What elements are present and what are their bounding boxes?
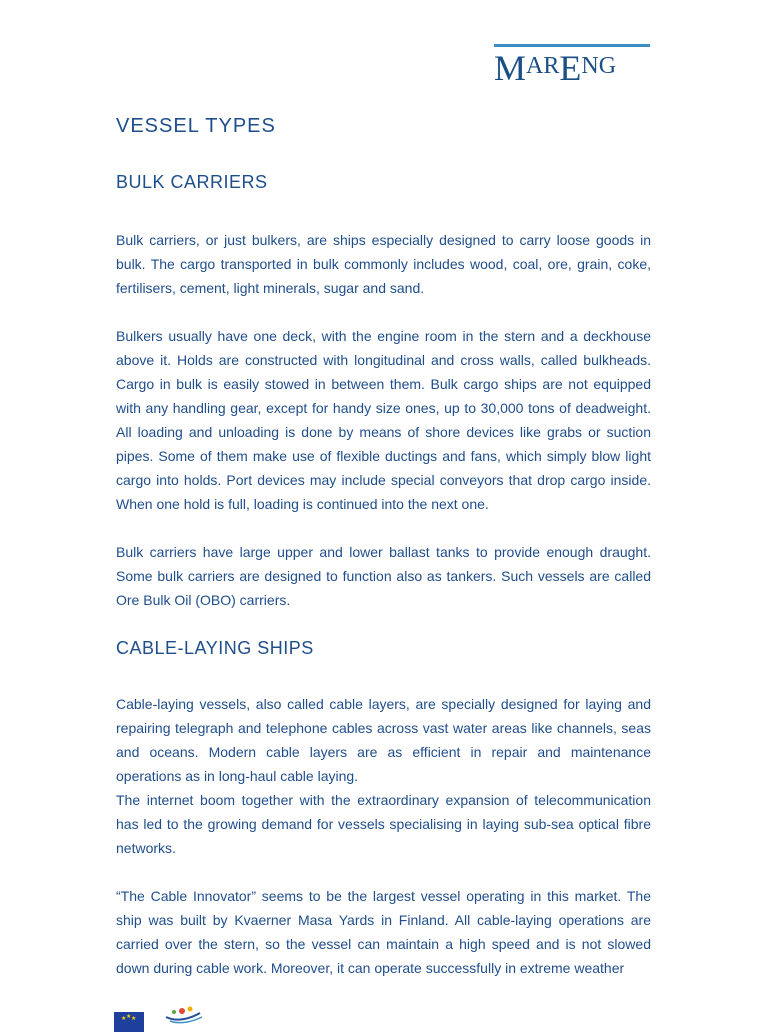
paragraph: The internet boom together with the extraordinary expansion of telecommunication has led to the growing demand for vessels specialising in laying sub-sea optical fibre networks. bbox=[116, 792, 651, 856]
section-heading-cable-laying-ships: CABLE-LAYING SHIPS bbox=[116, 638, 314, 658]
paragraph: Bulkers usually have one deck, with the engine room in the stern and a deckhouse above it. Holds are constructed with longitudinal and cross walls, called bulkheads. Cargo in bulk is easily stowed in between them. Bulk cargo ships are not equipped with any handling gear, except for handy size ones, up to 30,000 tons of deadweight. All loading and unloading is done by means of shore devices like grabs or suction pipes. Some of them make use of flexible ductings and fans, which simply blow light cargo into holds. Port devices may include special conveyors that drop cargo inside. When one hold is full, loading is continued into the next one. bbox=[116, 328, 651, 512]
logo-letter-e: E bbox=[559, 48, 582, 88]
footer-logos bbox=[114, 1005, 214, 1024]
section-heading-bulk-carriers: BULK CARRIERS bbox=[116, 172, 268, 192]
eu-flag-icon: ★ ★ ★ bbox=[114, 1012, 144, 1032]
logo-letters-ng: NG bbox=[581, 53, 617, 79]
paragraph: Bulk carriers, or just bulkers, are ships especially designed to carry loose goods in bulk. The cargo transported in bulk commonly includes wood, coal, ore, grain, coke, fertilisers, cement, light minerals, sugar and sand. bbox=[116, 232, 651, 296]
document-body bbox=[116, 112, 651, 980]
logo-text bbox=[494, 50, 650, 86]
paragraph: Cable-laying vessels, also called cable layers, are specially designed for laying and repairing telegraph and telephone cables across vast water areas like channels, seas and oceans. Modern cable layers are as efficient in repair and maintenance operations as in long-haul cable laying. bbox=[116, 696, 651, 784]
page-title: VESSEL TYPES bbox=[116, 115, 276, 137]
paragraph: “The Cable Innovator” seems to be the largest vessel operating in this market. The ship was built by Kvaerner Masa Yards in Finland. All cable-laying operations are carried over the stern, so the vessel can maintain a high speed and is not slowed down during cable work. Moreover, it can operate successfully in extreme weather bbox=[116, 888, 651, 976]
logo-letter-m: M bbox=[494, 48, 527, 88]
mareng-logo bbox=[494, 44, 650, 88]
logo-bar bbox=[494, 44, 650, 47]
paragraph: Bulk carriers have large upper and lower ballast tanks to provide enough draught. Some bulk carriers are designed to function also as tankers. Such vessels are called Ore Bulk Oil (OBO) carriers. bbox=[116, 544, 651, 608]
logo-letters-ar: AR bbox=[526, 53, 560, 79]
programme-logo-icon bbox=[160, 1005, 208, 1024]
